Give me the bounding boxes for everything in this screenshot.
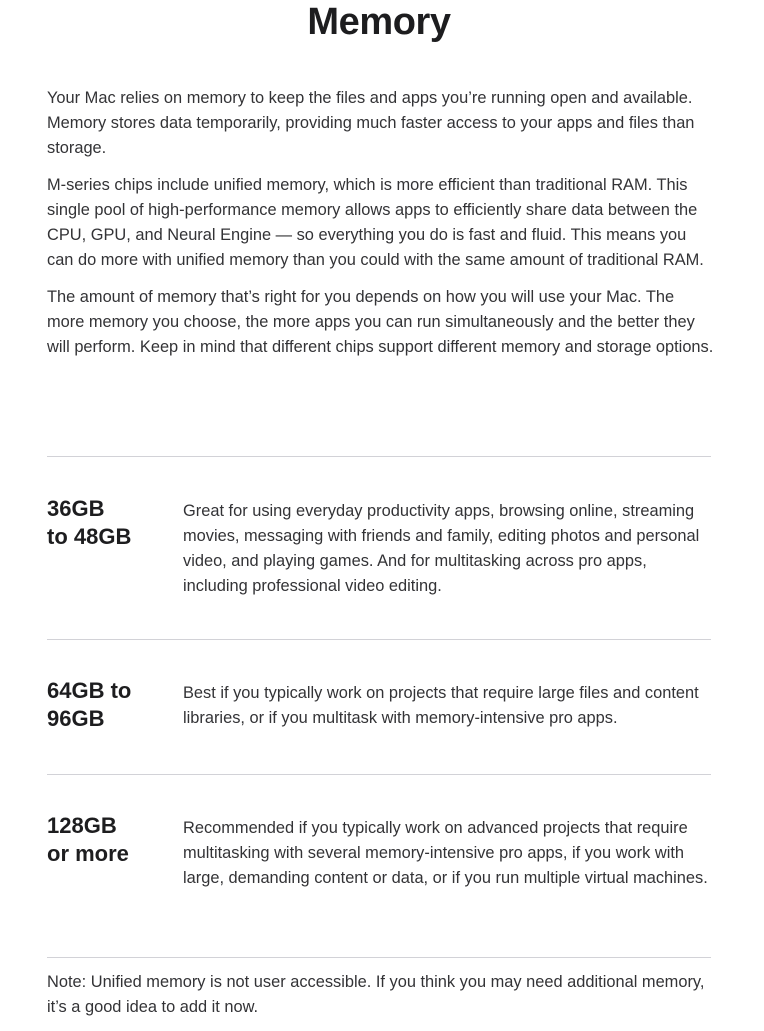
tier-description: Great for using everyday productivity apps, browsing online, streaming movies, messaging with friends and family, editing photos and personal video, and playing games. And for multitasking across pro apps, including professional video editing.	[183, 502, 700, 595]
intro-paragraph-choosing-memory: The amount of memory that’s right for you depends on how you will use your Mac. The more memory you choose, the more apps you can run simultaneously and the better they will perform. Keep in mind that different chips support different memory and storage options.	[47, 288, 714, 356]
memory-tier-36-48gb	[47, 456, 711, 639]
tier-name	[47, 812, 183, 868]
intro-paragraph-unified-memory: M-series chips include unified memory, which is more efficient than traditional RAM. This single pool of high-performance memory allows apps to efficiently share data between the CPU, GPU, and Neural Engine — so everything you do is fast and fluid. This means you can do more with unified memory than you could with the same amount of traditional RAM.	[47, 176, 704, 269]
tier-description: Best if you typically work on projects that require large files and content libraries, or if you multitask with memory-intensive pro apps.	[183, 684, 699, 727]
intro-section	[47, 86, 715, 372]
tier-name-line1: 128GB	[47, 813, 117, 838]
tier-name-line2: to 48GB	[47, 524, 132, 549]
memory-tier-128gb-plus	[47, 774, 711, 957]
memory-tier-64-96gb	[47, 639, 711, 774]
memory-tiers-list	[47, 456, 711, 1020]
tier-name-line2: or more	[47, 841, 129, 866]
tier-name-line1: 36GB	[47, 496, 105, 521]
tier-name	[47, 495, 183, 551]
tier-name-line2: 96GB	[47, 706, 105, 731]
memory-note: Note: Unified memory is not user accessible. If you think you may need additional memory, it’s a good idea to add it now.	[47, 957, 711, 1020]
tier-name	[47, 677, 183, 733]
page-title: Memory	[307, 1, 451, 43]
tier-description: Recommended if you typically work on advanced projects that require multitasking with several memory-intensive pro apps, if you work with large, demanding content or data, or if you run multiple virtual machines.	[183, 819, 708, 887]
intro-paragraph-memory-purpose: Your Mac relies on memory to keep the files and apps you’re running open and available. Memory stores data temporarily, providing much faster access to your apps and files than storage.	[47, 89, 695, 157]
tier-name-line1: 64GB to	[47, 678, 132, 703]
